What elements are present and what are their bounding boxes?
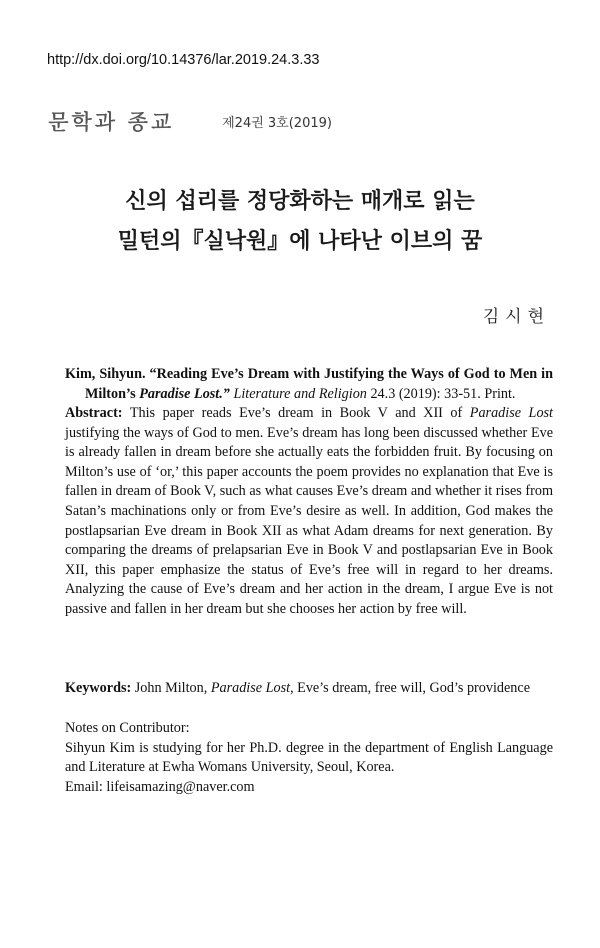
doi-link[interactable]: http://dx.doi.org/10.14376/lar.2019.24.3.33 <box>47 52 320 68</box>
keywords-text-2: , Eve’s dream, free will, God’s providence <box>290 680 530 696</box>
citation <box>65 365 553 404</box>
abstract-label: Abstract: <box>65 405 123 421</box>
keywords <box>65 679 553 699</box>
paper-title-line2: 밀턴의『실낙원』에 나타난 이브의 꿈 <box>117 229 483 254</box>
citation-line2 <box>65 385 553 405</box>
citation-title-cont: Milton’s <box>85 385 136 402</box>
citation-title-italic: Paradise Lost.” <box>139 385 230 402</box>
notes-heading: Notes on Contributor: <box>65 720 190 736</box>
notes-text: Sihyun Kim is studying for her Ph.D. degree in the department of English Language and Literature at Ewha Womans University, Seoul, Korea. <box>65 739 553 776</box>
notes-email[interactable]: Email: lifeisamazing@naver.com <box>65 778 255 795</box>
author-name: 김시현 <box>482 307 550 327</box>
journal-logo: 문학과 종교 <box>48 110 175 134</box>
citation-details: 24.3 (2019): 33-51. Print. <box>370 385 516 402</box>
journal-header <box>48 106 332 136</box>
citation-authors-title: Kim, Sihyun. “Reading Eve’s Dream with Justifying the Ways of God to Men in <box>65 366 553 382</box>
abstract-text-2: justifying the ways of God to men. Eve’s dream has long been discussed whether Eve is already fallen in dream before she actually eats the forbidden fruit. By focusing on Milton’s use of ‘or,’ this paper accounts the poem provides no explanation that Eve is fallen in dream of Book V, such as what causes Eve’s dream and whether it rises from Satan’s machinations only or from Eve’s desire as well. In addition, God makes the postlapsarian Eve dream in Book XII as what Adam dreams for next generation. By comparing the dreams of prelapsarian Eve in Book V and postlapsarian Eve in Book XII, this paper emphasize the status of Eve’s free will in regard to her dreams. Analyzing the cause of Eve’s dream and her action in the dream, I argue Eve is not passive and fallen in her dream but she chooses her action by free will. <box>65 424 553 617</box>
contributor-notes <box>65 719 553 797</box>
journal-issue: 제24권 3호(2019) <box>222 115 332 131</box>
keywords-text-1: John Milton, <box>134 680 208 696</box>
abstract-title-italic: Paradise Lost <box>469 405 554 421</box>
citation-journal: Literature and Religion <box>233 385 367 402</box>
paper-title <box>0 182 600 262</box>
keywords-title-italic: Paradise Lost <box>210 680 291 696</box>
keywords-label: Keywords: <box>65 680 132 696</box>
abstract <box>65 404 553 620</box>
abstract-text-1: This paper reads Eve’s dream in Book V and XII of <box>129 405 463 421</box>
paper-title-line1: 신의 섭리를 정당화하는 매개로 읽는 <box>125 189 475 214</box>
